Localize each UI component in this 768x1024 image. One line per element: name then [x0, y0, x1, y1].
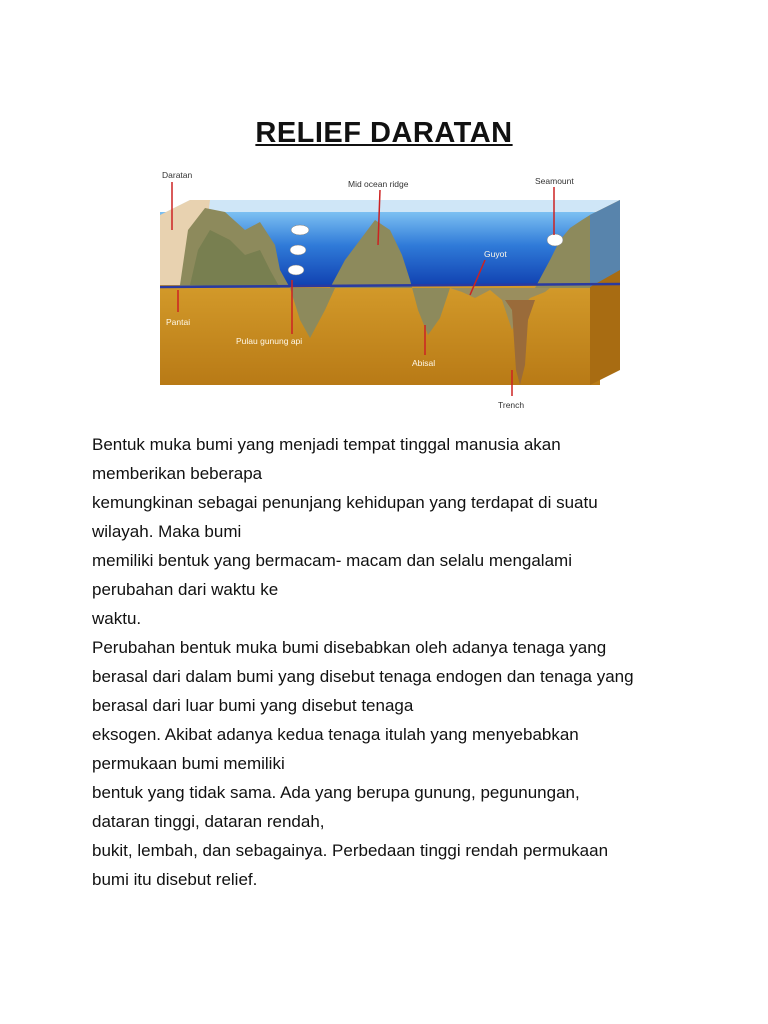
- text-line: eksogen. Akibat adanya kedua tenaga itulah yang menyebabkan: [92, 725, 579, 744]
- relief-cross-section-illustration: [150, 160, 626, 415]
- label-mid-ocean-ridge: Mid ocean ridge: [348, 179, 409, 189]
- text-line: Bentuk muka bumi yang menjadi tempat tinggal manusia akan: [92, 435, 561, 454]
- text-line: berasal dari dalam bumi yang disebut tenaga endogen dan tenaga yang: [92, 667, 634, 686]
- text-line: Perubahan bentuk muka bumi disebabkan oleh adanya tenaga yang: [92, 638, 607, 657]
- text-line: wilayah. Maka bumi: [92, 522, 242, 541]
- text-line: dataran tinggi, dataran rendah,: [92, 812, 325, 831]
- text-line: berasal dari luar bumi yang disebut tenaga: [92, 696, 414, 715]
- text-line: memberikan beberapa: [92, 464, 263, 483]
- text-line: bumi itu disebut relief.: [92, 870, 258, 889]
- label-guyot: Guyot: [484, 249, 507, 259]
- text-line: bentuk yang tidak sama. Ada yang berupa gunung, pegunungan,: [92, 783, 580, 802]
- text-line: kemungkinan sebagai penunjang kehidupan yang terdapat di suatu: [92, 493, 598, 512]
- text-line: memiliki bentuk yang bermacam- macam dan selalu mengalami: [92, 551, 572, 570]
- label-trench: Trench: [498, 400, 525, 410]
- label-seamount: Seamount: [535, 176, 574, 186]
- body-text: [92, 430, 702, 894]
- label-pulau-gunung-api: Pulau gunung api: [236, 336, 303, 346]
- text-line: perubahan dari waktu ke: [92, 580, 279, 599]
- text-line: bukit, lembah, dan sebagainya. Perbedaan tinggi rendah permukaan: [92, 841, 609, 860]
- text-line: permukaan bumi memiliki: [92, 754, 285, 773]
- label-daratan: Daratan: [162, 170, 193, 180]
- relief-diagram: [150, 160, 626, 415]
- page-title: RELIEF DARATAN: [255, 117, 513, 150]
- text-line: waktu.: [92, 609, 142, 628]
- label-pantai: Pantai: [166, 317, 191, 327]
- label-abisal: Abisal: [412, 358, 436, 368]
